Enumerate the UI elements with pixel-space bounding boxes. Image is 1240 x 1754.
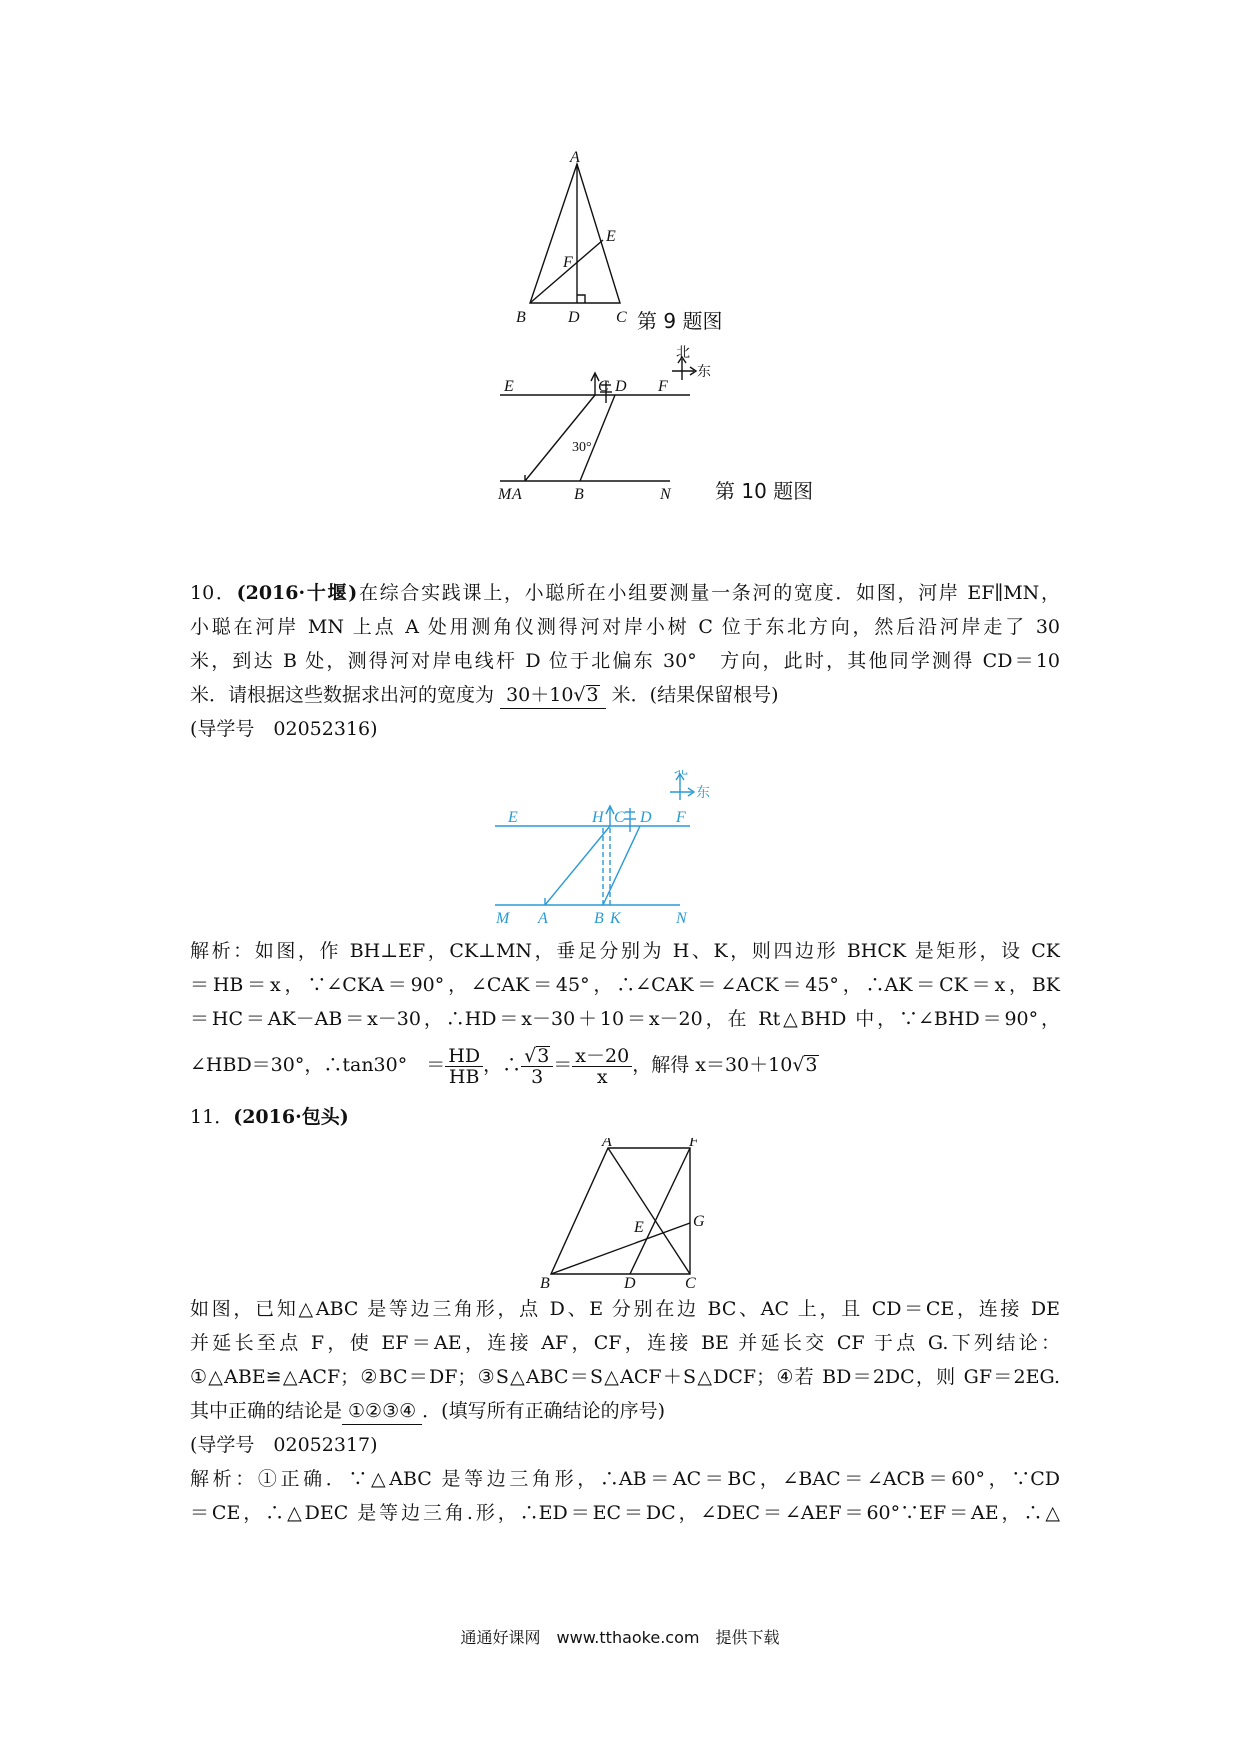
sol10-text-4b: ，∴ xyxy=(483,1054,522,1076)
label-h: H xyxy=(592,809,604,826)
sol10-sqrt: 3 xyxy=(805,1054,818,1076)
q11-line-4 xyxy=(190,1398,1060,1425)
frac3-den: x xyxy=(596,1065,608,1088)
east-label: 东 xyxy=(697,365,711,380)
label-b: B xyxy=(594,910,604,927)
q10-source: (2016·十堰) xyxy=(236,582,358,604)
label-e: E xyxy=(634,1219,644,1236)
label-m: M xyxy=(496,910,510,927)
label-e: E xyxy=(606,228,616,245)
q10-answer-sqrt: 3 xyxy=(586,684,599,706)
label-f: F xyxy=(563,254,573,271)
q11-line-1: 如图，已知△ABC 是等边三角形，点 D、E 分别在边 BC、AC 上，且 CD＝CE，连接 DE xyxy=(190,1298,1060,1320)
label-f: F xyxy=(676,809,686,826)
q11-source: (2016·包头) xyxy=(233,1106,349,1128)
label-d: D xyxy=(624,1275,636,1288)
q10-line-1: 10．(2016·十堰)在综合实践课上，小聪所在小组要测量一条河的宽度．如图，河岸 EF∥MN， xyxy=(190,582,1060,604)
angle-label: 30° xyxy=(572,440,592,455)
q11-line-3: ①△ABE≌△ACF；②BC＝DF；③S△ABC＝S△ACF＋S△DCF；④若 BD＝2DC，则 GF＝2EG. xyxy=(190,1366,1060,1388)
q10-line-3: 米，到达 B 处，测得河对岸电线杆 D 位于北偏东 30° 方向，此时，其他同学测得 CD＝10 xyxy=(190,650,1060,672)
sol10-text-4c: ＝ xyxy=(553,1054,573,1076)
figure-10-solution-diagram xyxy=(490,770,730,930)
fraction-x-20-x xyxy=(572,1046,632,1087)
figure-9-diagram xyxy=(500,150,680,330)
figure-10-diagram xyxy=(490,345,730,505)
label-f: F xyxy=(658,378,668,395)
figure-9-caption: 第 9 题图 xyxy=(637,309,723,333)
q10-answer-a: 30＋10 xyxy=(506,684,574,706)
label-e: E xyxy=(508,809,518,826)
label-c: C xyxy=(685,1275,696,1288)
frac1-den: HB xyxy=(448,1065,480,1088)
sol10-text-4a: ∠HBD＝30°，∴tan30° ＝ xyxy=(190,1054,446,1076)
frac1-num: HD xyxy=(445,1046,483,1067)
figure-10 xyxy=(490,345,730,505)
q11-header: 11．(2016·包头) xyxy=(190,1106,349,1128)
fraction-sqrt3-3 xyxy=(521,1046,553,1087)
frac3-num: x－20 xyxy=(572,1046,632,1067)
label-a: A xyxy=(538,910,548,927)
figure-11-diagram xyxy=(535,1138,715,1288)
q10-text-1: 在综合实践课上，小聪所在小组要测量一条河的宽度．如图，河岸 EF∥MN， xyxy=(357,582,1060,604)
frac2-den: 3 xyxy=(531,1065,544,1088)
north-label: 北 xyxy=(676,346,690,361)
q11-solution-line-2: ＝CE，∴△DEC 是等边三角.形，∴ED＝EC＝DC，∠DEC＝∠AEF＝60°∵EF＝AE，∴△ xyxy=(190,1502,1060,1524)
label-d: D xyxy=(615,378,627,395)
q10-line-4 xyxy=(190,682,1060,709)
frac2-num-sqrt: 3 xyxy=(537,1044,550,1067)
sol10-line-3: ＝HC＝AK－AB＝x－30，∴HD＝x－30＋10＝x－20，在 Rt△BHD 中，∵∠BHD＝90°， xyxy=(190,1008,1060,1030)
label-b: B xyxy=(516,309,526,326)
label-b: B xyxy=(574,486,584,503)
north-label: 北 xyxy=(674,770,688,778)
label-g: G xyxy=(693,1213,705,1230)
label-n: N xyxy=(676,910,687,927)
label-e: E xyxy=(504,378,514,395)
sol10-line-2: ＝HB＝x，∵∠CKA＝90°，∠CAK＝45°，∴∠CAK＝∠ACK＝45°，∴AK＝CK＝x，BK xyxy=(190,974,1060,996)
east-label: 东 xyxy=(696,786,710,801)
sol10-text-4d: ，解得 x＝30＋10 xyxy=(632,1054,793,1076)
q10-number: 10 xyxy=(190,582,215,604)
q10-text-4a: 米．请根据这些数据求出河的宽度为 xyxy=(190,684,495,706)
label-c: C xyxy=(614,809,625,826)
q11-solution-line-1: 解析：①正确．∵△ABC 是等边三角形，∴AB＝AC＝BC，∠BAC＝∠ACB＝60°，∵CD xyxy=(190,1468,1060,1490)
q11-line-2: 并延长至点 F，使 EF＝AE，连接 AF，CF，连接 BE 并延长交 CF 于点 G.下列结论： xyxy=(190,1332,1060,1354)
q10-guide: (导学号 02052316) xyxy=(190,718,378,740)
figure-9 xyxy=(500,150,680,330)
fraction-hd-hb xyxy=(445,1046,483,1087)
label-n: N xyxy=(660,486,671,503)
label-c: C xyxy=(616,309,627,326)
q11-answer: ①②③④ xyxy=(342,1398,422,1425)
q11-text-4a: 其中正确的结论是 xyxy=(190,1400,343,1422)
label-a: A xyxy=(602,1138,612,1150)
sol10-line-4: ∠HBD＝30°，∴tan30° ＝ $\frac{HD}{HB}$ ，∴ $\frac{√3}{3}$ ＝ $\frac{x-20}{x}$ ，解得 x＝30＋10√3 xyxy=(190,1044,818,1088)
figure-10-solution xyxy=(490,770,730,930)
label-a: A xyxy=(512,486,522,503)
q10-text-4b: 米．(结果保留根号) xyxy=(611,684,779,706)
label-b: B xyxy=(540,1275,550,1288)
label-k: K xyxy=(610,910,621,927)
q11-guide: (导学号 02052317) xyxy=(190,1434,378,1456)
label-d: D xyxy=(640,809,652,826)
q11-text-4b: ．(填写所有正确结论的序号) xyxy=(422,1400,665,1422)
q10-answer: 30＋10√3 xyxy=(500,682,606,709)
sol10-line-1: 解析：如图，作 BH⊥EF，CK⊥MN，垂足分别为 H、K，则四边形 BHCK 是矩形，设 CK xyxy=(190,940,1060,962)
label-a: A xyxy=(570,150,580,166)
frac2-num: √3 xyxy=(521,1046,553,1067)
q11-number: 11 xyxy=(190,1106,215,1128)
label-d: D xyxy=(568,309,580,326)
label-m: M xyxy=(498,486,512,503)
figure-11 xyxy=(535,1138,715,1288)
label-f: F xyxy=(689,1138,699,1150)
label-c: C xyxy=(598,378,609,395)
figure-10-caption: 第 10 题图 xyxy=(715,479,814,503)
q10-line-2: 小聪在河岸 MN 上点 A 处用测角仪测得河对岸小树 C 位于东北方向，然后沿河岸走了 30 xyxy=(190,616,1060,638)
page-footer: 通通好课网 www.tthaoke.com 提供下载 xyxy=(460,1628,780,1647)
